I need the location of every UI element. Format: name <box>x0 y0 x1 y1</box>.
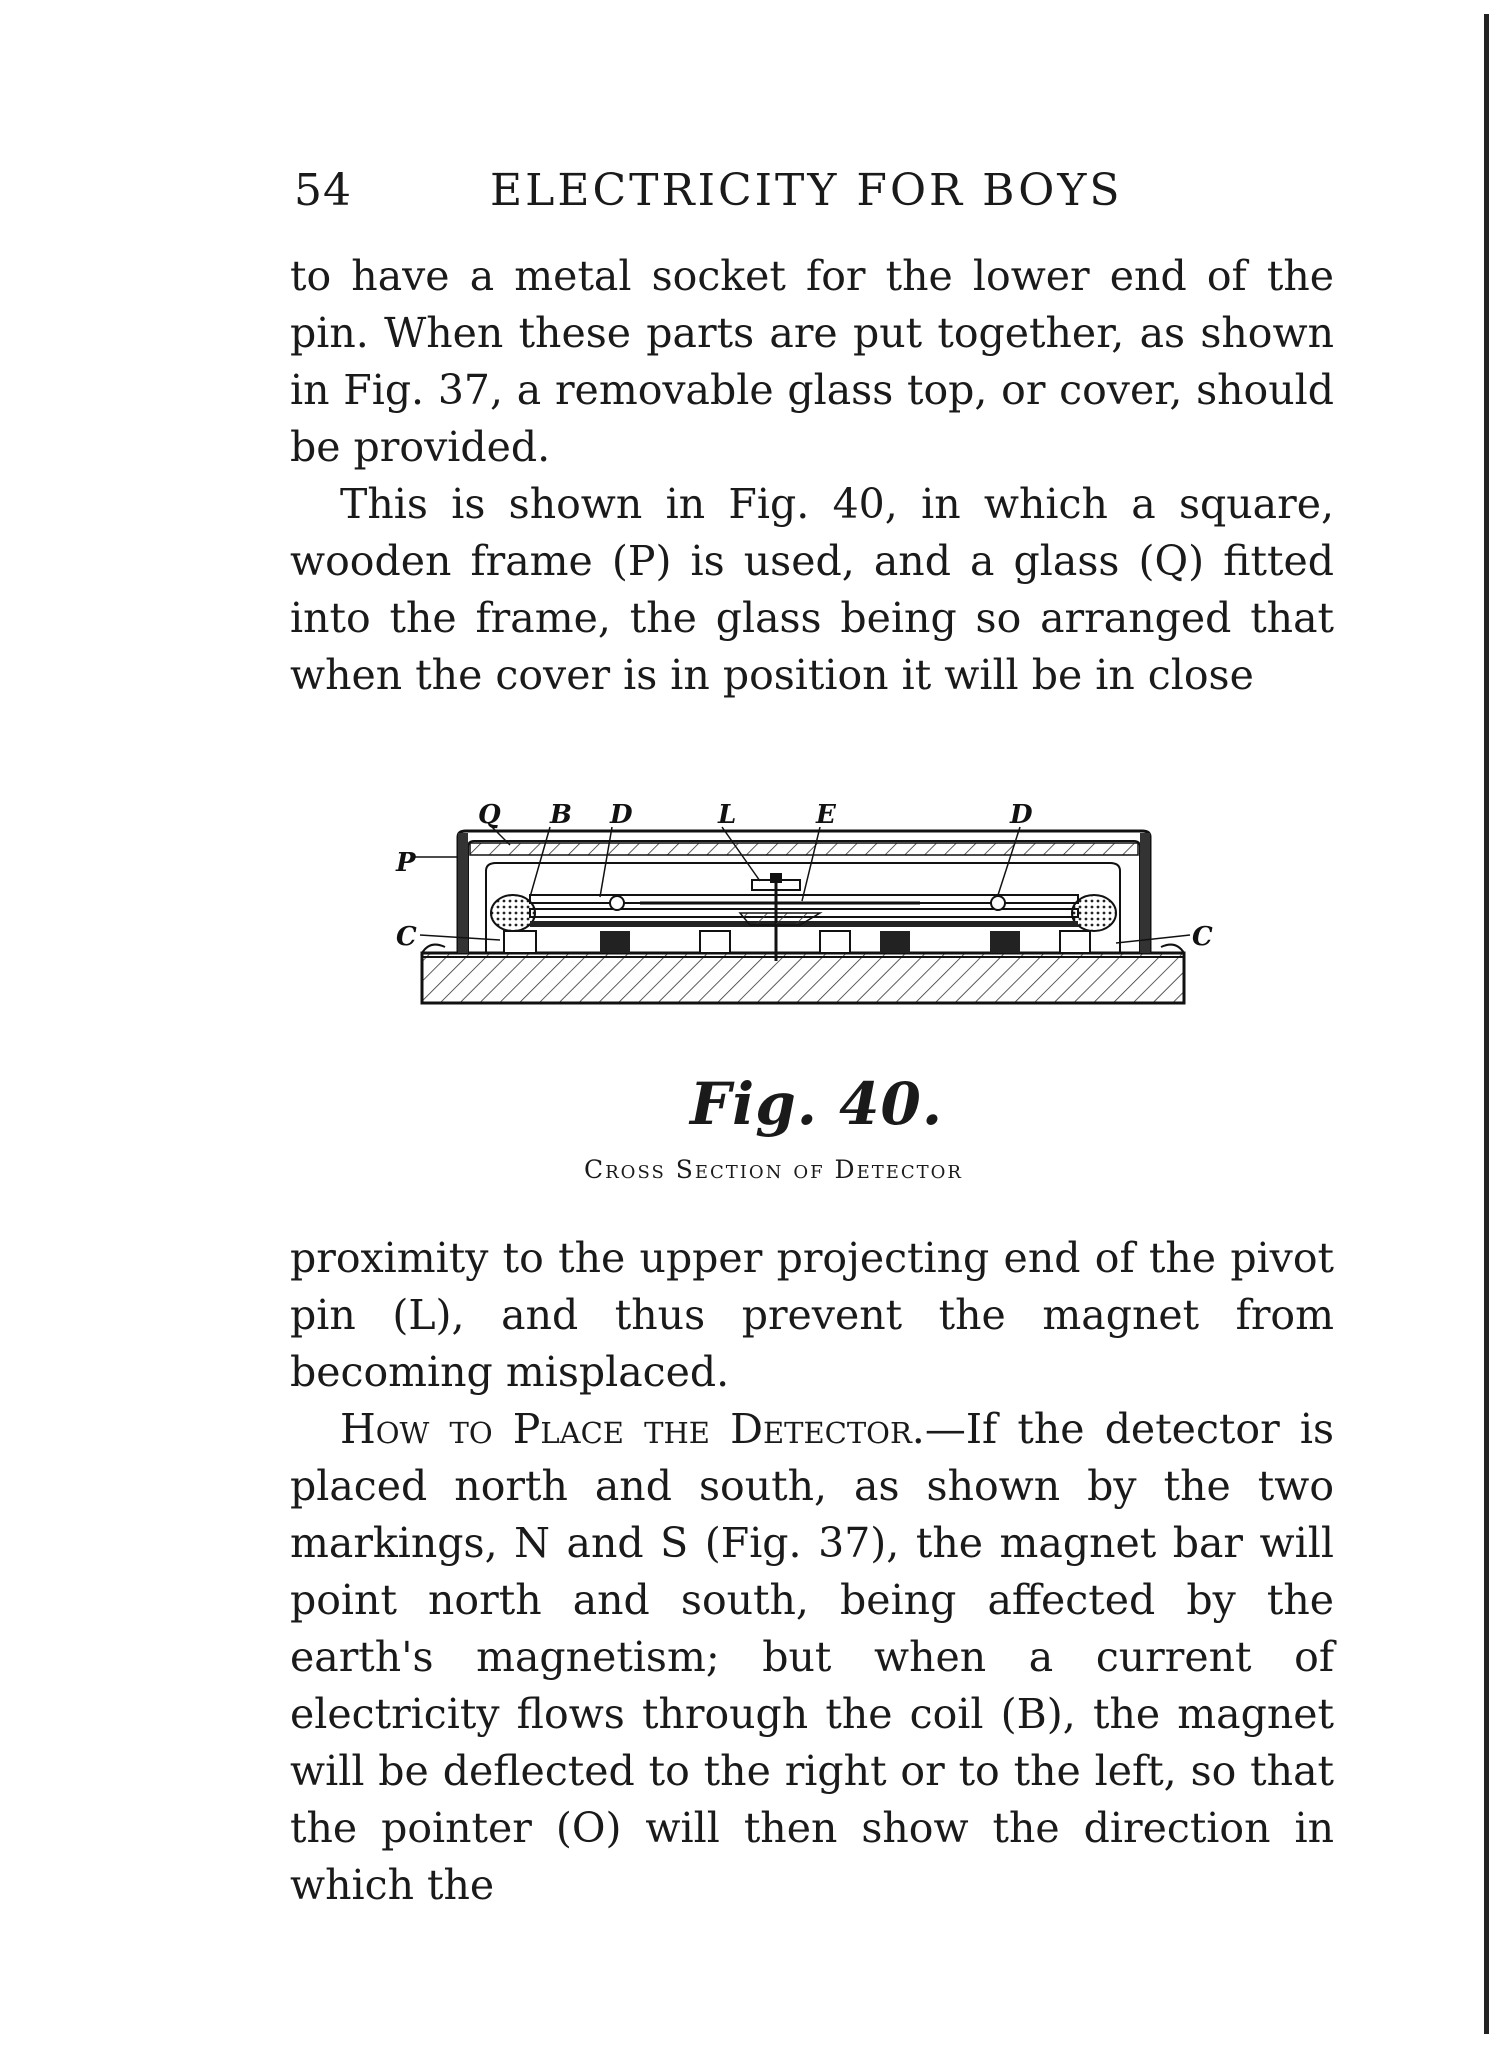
binding-post <box>610 896 624 910</box>
coil-end-left <box>491 895 535 931</box>
binding-post <box>991 896 1005 910</box>
section-heading: How to Place the Detector. <box>340 1405 925 1453</box>
paragraph: proximity to the upper projecting end of the pivot pin (L), and thus prevent the magnet from becoming misplaced. <box>290 1234 1334 1396</box>
label-b: B <box>550 800 572 830</box>
label-c-right: C <box>1192 922 1213 952</box>
page-header <box>290 165 1145 225</box>
label-p: P <box>396 848 416 878</box>
label-q: Q <box>478 800 501 830</box>
label-d: D <box>610 800 633 830</box>
figure-caption: Fig. 40. <box>690 1070 944 1138</box>
detector-cross-section-figure <box>396 785 1220 1055</box>
label-e: E <box>816 800 836 830</box>
glass-q <box>470 843 1138 855</box>
text-block-bottom <box>290 1230 1334 1914</box>
paragraph: to have a metal socket for the lower end of the pin. When these parts are put together, as shown in Fig. 37, a removable glass top, or cover, should be provided. <box>290 252 1334 471</box>
base-board <box>422 953 1184 1003</box>
label-c-left: C <box>396 922 417 952</box>
paragraph: This is shown in Fig. 40, in which a square, wooden frame (P) is used, and a glass (Q) fitted into the frame, the glass being so arranged that when the cover is in position it will be in close <box>290 480 1334 699</box>
page-edge-rule <box>1484 14 1489 2034</box>
figure-subtitle: Cross Section of Detector <box>584 1155 963 1184</box>
paragraph <box>290 1401 1334 1914</box>
paragraph-body: —If the detector is placed north and south, as shown by the two markings, N and S (Fig. 37), the magnet bar will point north and south, being affected by the earth's magnetism; but when a current of electricity flows through the coil (B), the magnet will be deflected to the right or to the left, so that the pointer (O) will then show the direction in which the <box>290 1405 1334 1909</box>
label-d: D <box>1010 800 1033 830</box>
text-block-top <box>290 248 1334 704</box>
running-title: ELECTRICITY FOR BOYS <box>490 165 1123 216</box>
label-l: L <box>718 800 737 830</box>
page-number: 54 <box>294 165 352 216</box>
